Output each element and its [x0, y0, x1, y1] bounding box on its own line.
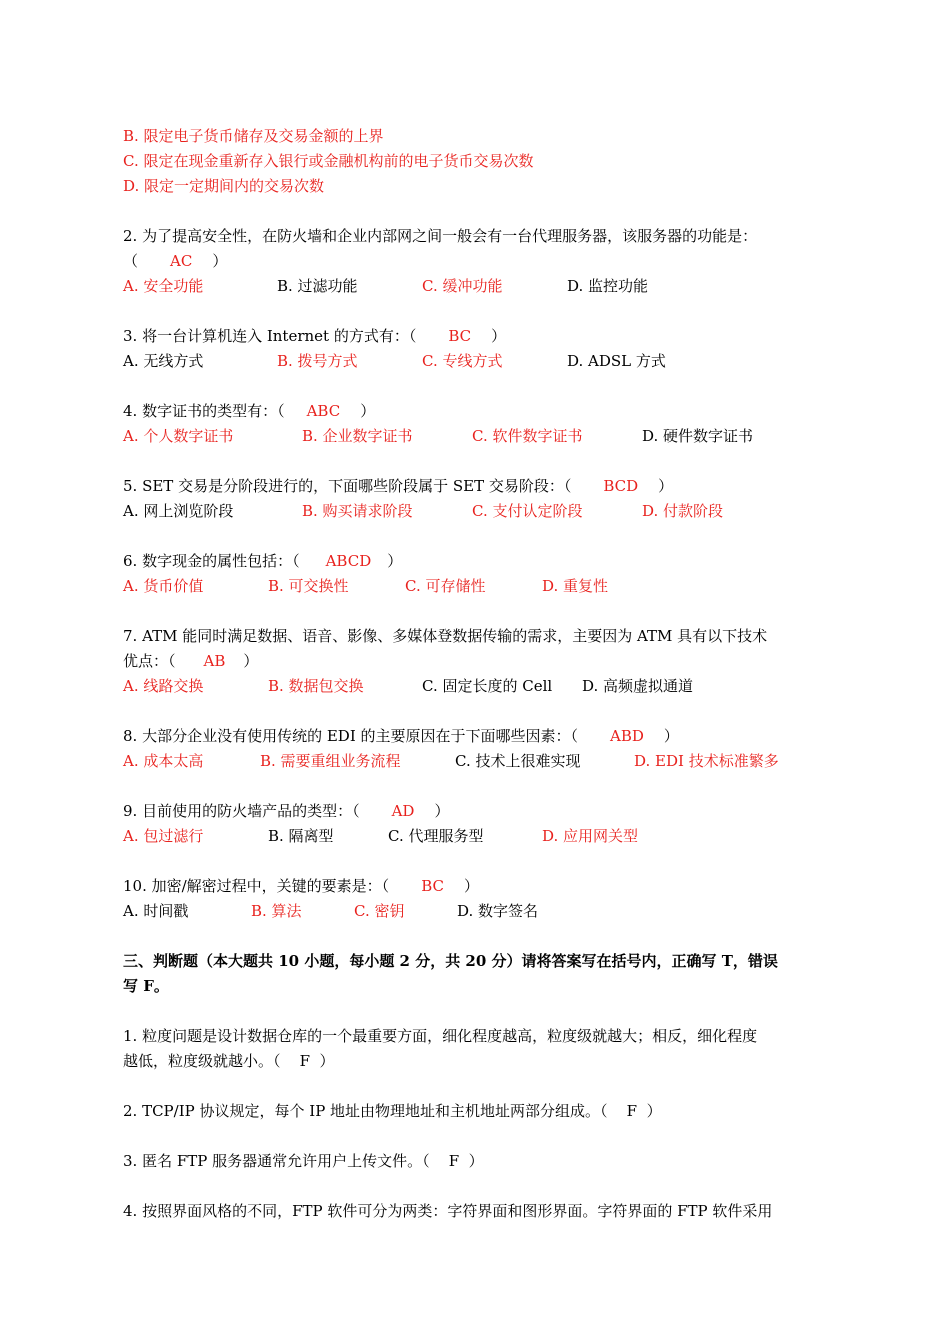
option: C. 固定长度的 Cell — [422, 677, 553, 695]
question-7-answer-line: 优点：（ AB ） — [123, 649, 833, 674]
question-5: 5. SET 交易是分阶段进行的，下面哪些阶段属于 SET 交易阶段：（ BCD ） — [123, 474, 833, 499]
answer: ABCD — [325, 552, 372, 570]
tf-question-4: 4. 按照界面风格的不同，FTP 软件可分为两类：字符界面和图形界面。字符界面的 FTP 软件采用 — [123, 1202, 773, 1220]
answer: ABD — [610, 727, 644, 745]
option: A. 线路交换 — [123, 677, 204, 695]
answer: AD — [391, 802, 415, 820]
option-line: D. 限定一定期间内的交易次数 — [123, 177, 325, 195]
option: A. 包过滤行 — [123, 827, 204, 845]
answer: ABC — [306, 402, 341, 420]
option-line: C. 限定在现金重新存入银行或金融机构前的电子货币交易次数 — [123, 152, 534, 170]
option: B. 需要重组业务流程 — [260, 752, 401, 770]
document-page — [123, 124, 833, 1224]
option: B. 拨号方式 — [277, 352, 358, 370]
option: B. 数据包交换 — [268, 677, 364, 695]
options-row — [123, 349, 833, 374]
question-8: 8. 大部分企业没有使用传统的 EDI 的主要原因在于下面哪些因素：（ ABD ） — [123, 724, 833, 749]
options-row — [123, 749, 833, 774]
option: D. 高频虚拟通道 — [582, 677, 694, 695]
options-row — [123, 824, 833, 849]
answer: BCD — [603, 477, 639, 495]
option: D. 应用网关型 — [542, 827, 639, 845]
option: D. EDI 技术标准繁多 — [634, 752, 779, 770]
answer: AB — [203, 652, 226, 670]
option: D. 硬件数字证书 — [642, 427, 754, 445]
section-heading: 三、判断题（本大题共 10 小题，每小题 2 分，共 20 分）请将答案写在括号内，正确写 T，错误 — [123, 952, 778, 970]
options-row — [123, 499, 833, 524]
options-row — [123, 424, 833, 449]
option: C. 技术上很难实现 — [455, 752, 581, 770]
option: D. 监控功能 — [567, 277, 649, 295]
question-3: 3. 将一台计算机连入 Internet 的方式有：（ BC ） — [123, 324, 833, 349]
option: B. 购买请求阶段 — [302, 502, 413, 520]
options-row — [123, 574, 833, 599]
option: C. 密钥 — [354, 902, 405, 920]
answer: AC — [170, 252, 193, 270]
question-6: 6. 数字现金的属性包括：（ ABCD ） — [123, 549, 833, 574]
options-row — [123, 899, 833, 924]
option: C. 可存储性 — [405, 577, 486, 595]
option: A. 网上浏览阶段 — [123, 502, 234, 520]
question-2: 2. 为了提高安全性，在防火墙和企业内部网之间一般会有一台代理服务器，该服务器的功能是： — [123, 227, 758, 245]
option: B. 可交换性 — [268, 577, 349, 595]
option: D. 付款阶段 — [642, 502, 724, 520]
option: D. ADSL 方式 — [567, 352, 666, 370]
option: C. 专线方式 — [422, 352, 503, 370]
option: A. 无线方式 — [123, 352, 204, 370]
option: A. 个人数字证书 — [123, 427, 234, 445]
option: B. 过滤功能 — [277, 277, 358, 295]
section-heading-cont: 写 F。 — [123, 977, 169, 995]
answer: BC — [448, 327, 472, 345]
answer: BC — [421, 877, 444, 895]
question-10: 10. 加密/解密过程中，关键的要素是：（ BC ） — [123, 874, 833, 899]
question-7: 7. ATM 能同时满足数据、语音、影像、多媒体登数据传输的需求，主要因为 ATM 具有以下技术 — [123, 627, 768, 645]
option: D. 数字签名 — [457, 902, 539, 920]
option: B. 算法 — [251, 902, 302, 920]
option: C. 支付认定阶段 — [472, 502, 583, 520]
question-9: 9. 目前使用的防火墙产品的类型：（ AD ） — [123, 799, 833, 824]
tf-question-2: 2. TCP/IP 协议规定，每个 IP 地址由物理地址和主机地址两部分组成。（ F ） — [123, 1102, 662, 1120]
option: C. 软件数字证书 — [472, 427, 583, 445]
option: C. 代理服务型 — [388, 827, 484, 845]
option: A. 安全功能 — [123, 277, 204, 295]
option: B. 隔离型 — [268, 827, 334, 845]
option-line: B. 限定电子货币储存及交易金额的上界 — [123, 127, 384, 145]
options-row — [123, 274, 833, 299]
tf-question-3: 3. 匿名 FTP 服务器通常允许用户上传文件。（ F ） — [123, 1152, 484, 1170]
option: A. 时间戳 — [123, 902, 189, 920]
option: D. 重复性 — [542, 577, 609, 595]
question-4: 4. 数字证书的类型有：（ ABC ） — [123, 399, 833, 424]
option: C. 缓冲功能 — [422, 277, 503, 295]
tf-question-1: 1. 粒度问题是设计数据仓库的一个最重要方面，细化程度越高，粒度级就越大；相反，细化程度 — [123, 1027, 758, 1045]
option: A. 成本太高 — [123, 752, 204, 770]
option: B. 企业数字证书 — [302, 427, 413, 445]
options-row — [123, 674, 833, 699]
option: A. 货币价值 — [123, 577, 204, 595]
tf-question-1-cont: 越低，粒度级就越小。（ F ） — [123, 1052, 335, 1070]
question-2-answer-line: （ AC ） — [123, 249, 833, 274]
